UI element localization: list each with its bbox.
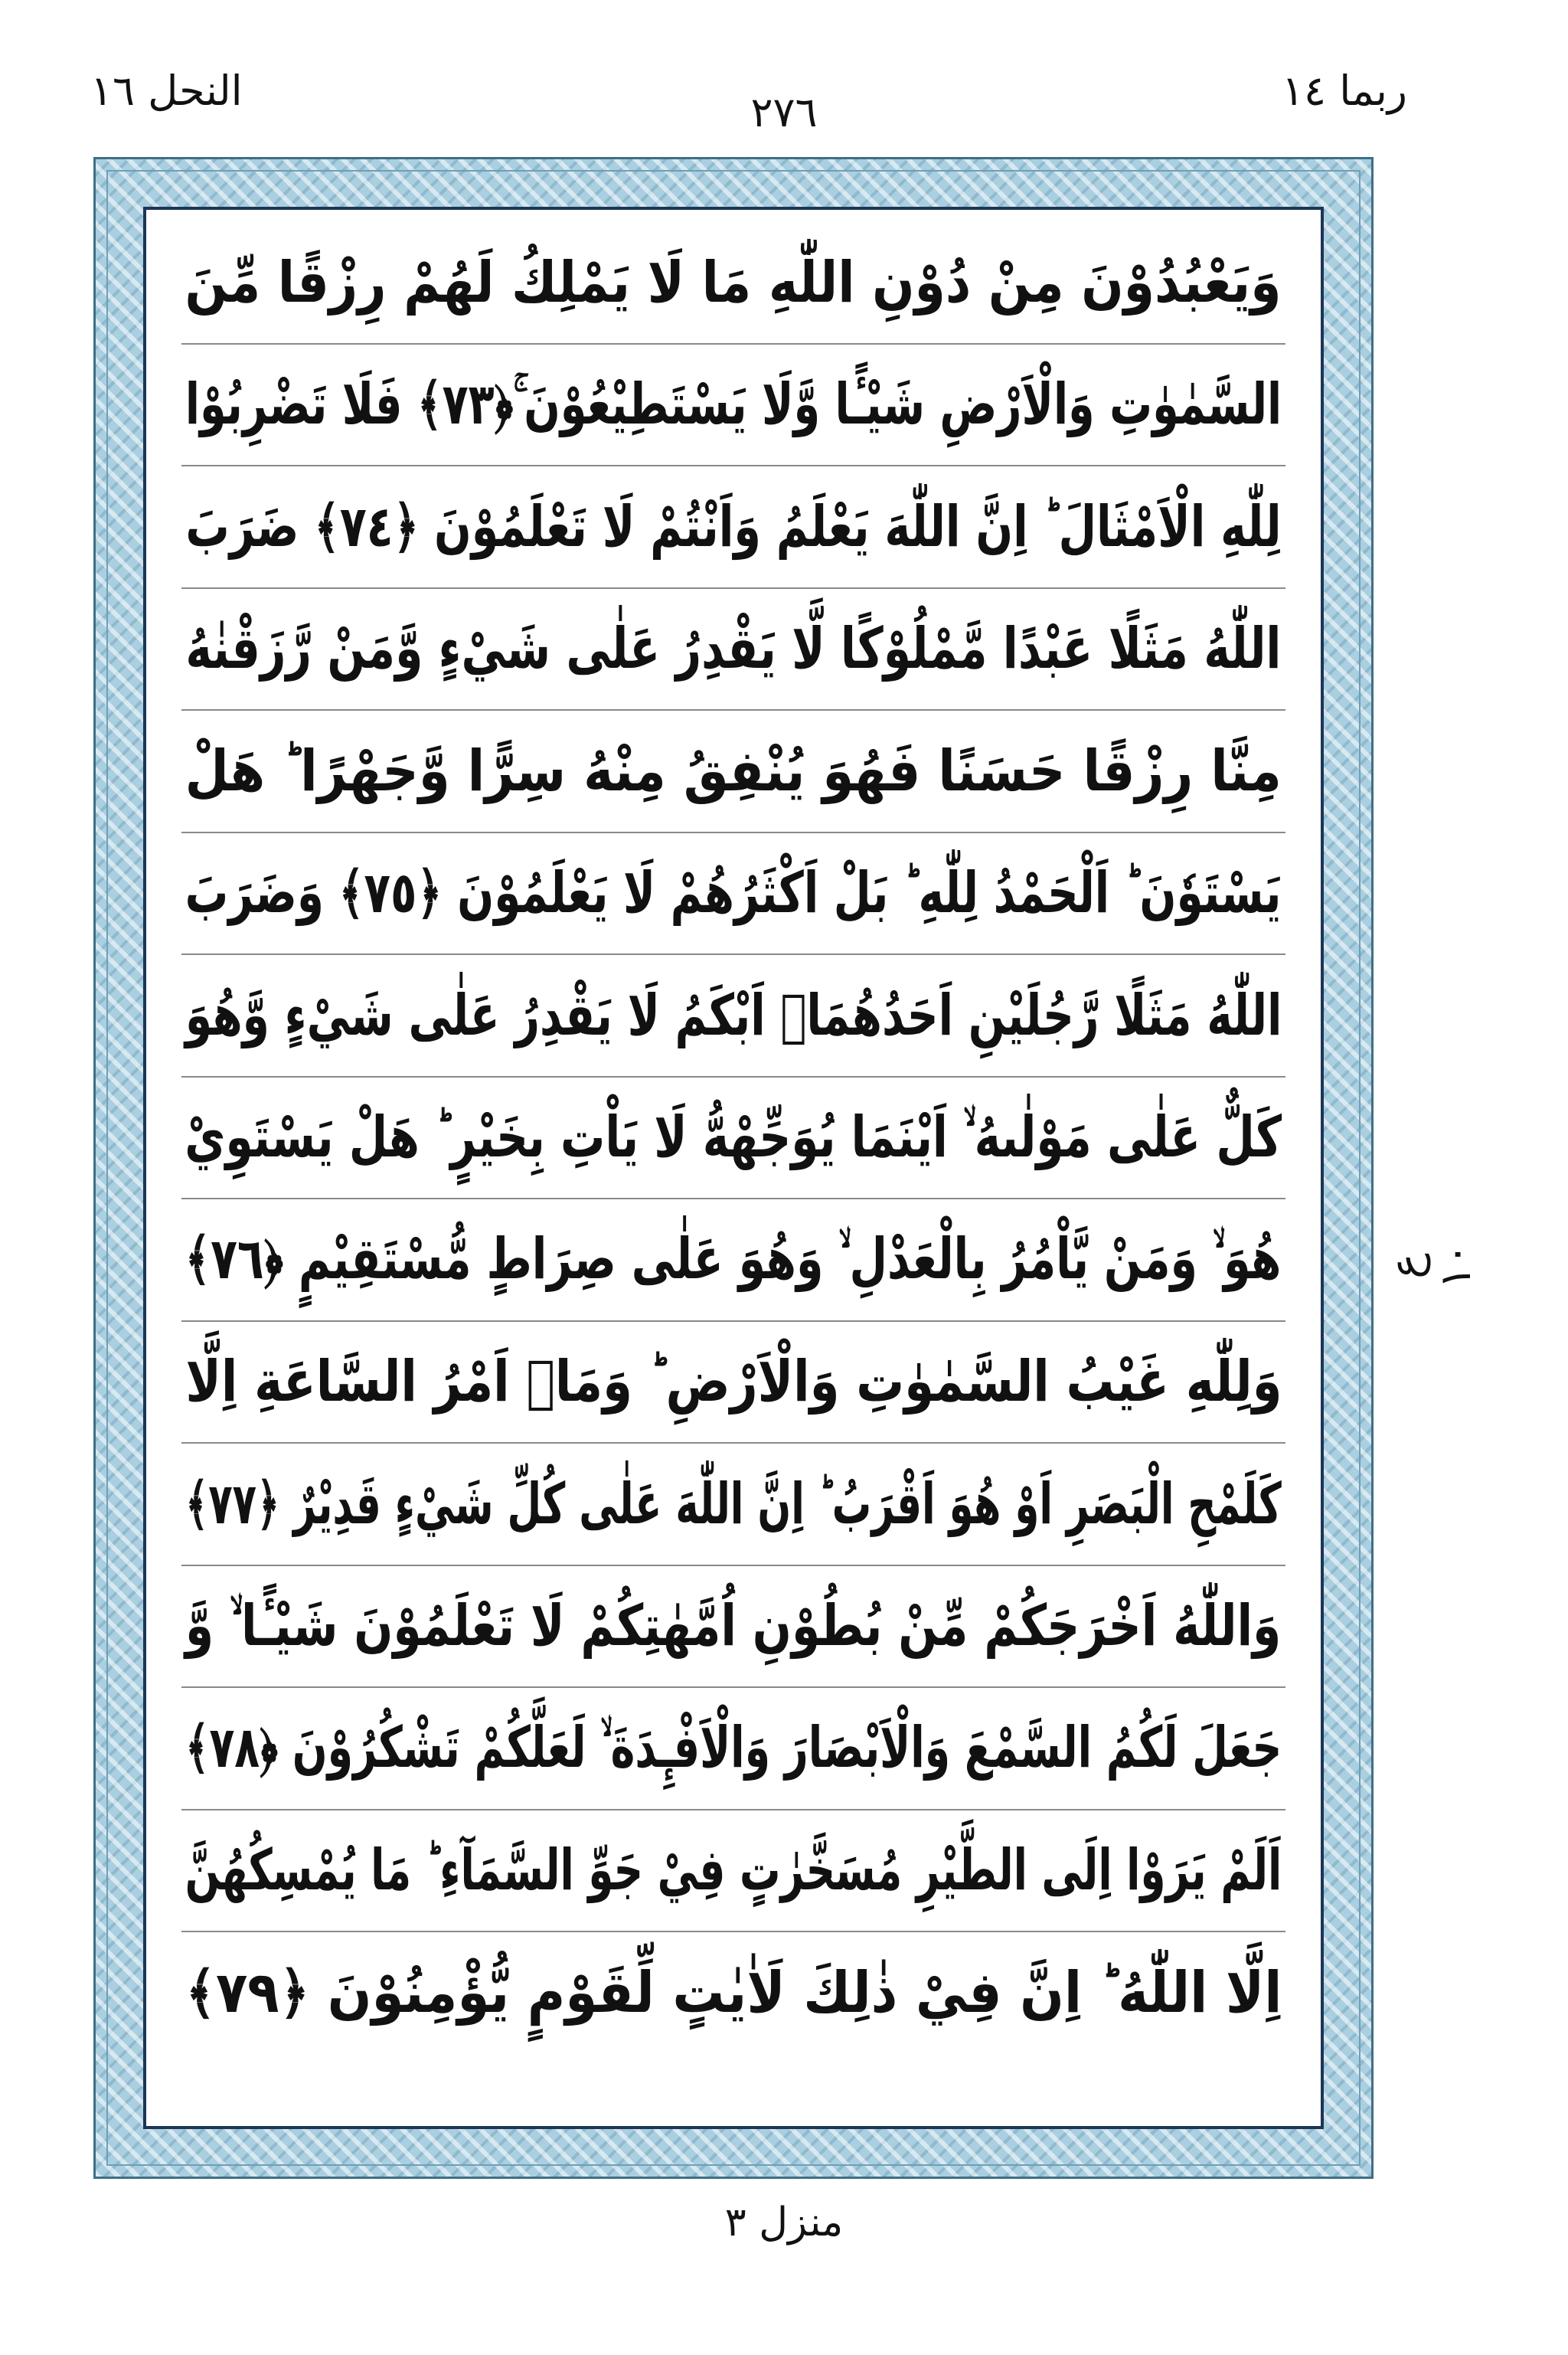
- text-line: [181, 589, 1285, 711]
- text-line: [181, 1078, 1285, 1200]
- text-line: [181, 1810, 1285, 1933]
- text-line: [181, 222, 1285, 345]
- text-line: [181, 345, 1285, 467]
- line-text: السَّمٰوٰتِ وَالْاَرْضِ شَيْـًٔا وَّلَا يَسْتَطِيْعُوْنَ ۚ﴿٧٣﴾ فَلَا تَضْرِبُوْا: [185, 371, 1282, 437]
- page-number: ٢٧٦: [750, 88, 818, 136]
- line-text: يَسْتَوٗنَ ؕ اَلْحَمْدُ لِلّٰهِ ؕ بَلْ اَكْثَرُهُمْ لَا يَعْلَمُوْنَ ﴿٧٥﴾ وَضَرَبَ: [185, 860, 1282, 927]
- text-line: [181, 1566, 1285, 1689]
- text-line: [181, 1444, 1285, 1566]
- surah-name: النحل ١٦: [90, 67, 243, 115]
- manzil-label: منزل ٣: [724, 2200, 844, 2245]
- line-text: جَعَلَ لَكُمُ السَّمْعَ وَالْاَبْصَارَ وَالْاَفْـِٕدَةَ ۙ لَعَلَّكُمْ تَشْكُرُوْنَ ﴿٧٨﴾: [185, 1715, 1282, 1781]
- line-text: كَلَمْحِ الْبَصَرِ اَوْ هُوَ اَقْرَبُ ؕ اِنَّ اللّٰهَ عَلٰى كُلِّ شَيْءٍ قَدِيْرٌ ﴿٧٧﴾: [185, 1470, 1282, 1537]
- text-line: [181, 1199, 1285, 1322]
- line-text: اَلَمْ يَرَوْا اِلَى الطَّيْرِ مُسَخَّرٰتٍ فِيْ جَوِّ السَّمَآءِ ؕ مَا يُمْسِكُهُنَّ: [185, 1837, 1282, 1904]
- line-text: اللّٰهُ مَثَلًا رَّجُلَيْنِ اَحَدُهُمَاۤ اَبْكَمُ لَا يَقْدِرُ عَلٰى شَيْءٍ وَّهُوَ: [185, 982, 1282, 1048]
- text-line: [181, 955, 1285, 1078]
- juz-name: ربما ١٤: [1282, 67, 1407, 115]
- text-line: [181, 466, 1285, 589]
- text-line: [181, 1322, 1285, 1444]
- line-text: وَاللّٰهُ اَخْرَجَكُمْ مِّنْ بُطُوْنِ اُمَّهٰتِكُمْ لَا تَعْلَمُوْنَ شَيْـًٔا ۙ وَّ: [185, 1592, 1282, 1659]
- line-text: مِنَّا رِزْقًا حَسَنًا فَهُوَ يُنْفِقُ مِنْهُ سِرًّا وَّجَهْرًا ؕ هَلْ: [185, 738, 1282, 804]
- line-text: اللّٰهُ مَثَلًا عَبْدًا مَّمْلُوْكًا لَّا يَقْدِرُ عَلٰى شَيْءٍ وَّمَنْ رَّزَقْنٰهُ: [185, 616, 1282, 682]
- line-text: كَلٌّ عَلٰى مَوْلٰىهُ ۙ اَيْنَمَا يُوَجِّهْهُّ لَا يَاْتِ بِخَيْرٍ ؕ هَلْ يَسْتَوِيْ: [185, 1104, 1282, 1170]
- text-line: [181, 833, 1285, 956]
- ornamental-border: [93, 157, 1374, 2179]
- text-line: [181, 711, 1285, 833]
- line-text: وَلِلّٰهِ غَيْبُ السَّمٰوٰتِ وَالْاَرْضِ ؕ وَمَاۤ اَمْرُ السَّاعَةِ اِلَّا: [185, 1349, 1282, 1415]
- ruku-marker: ع ١٠: [1381, 1242, 1481, 1290]
- text-panel: [143, 207, 1324, 2129]
- line-text: اِلَّا اللّٰهُ ؕ اِنَّ فِيْ ذٰلِكَ لَاٰيٰتٍ لِّقَوْمٍ يُّؤْمِنُوْنَ ﴿٧٩﴾: [185, 1959, 1282, 2026]
- line-text: وَيَعْبُدُوْنَ مِنْ دُوْنِ اللّٰهِ مَا لَا يَمْلِكُ لَهُمْ رِزْقًا مِّنَ: [185, 249, 1282, 316]
- line-text: لِلّٰهِ الْاَمْثَالَ ؕ اِنَّ اللّٰهَ يَعْلَمُ وَاَنْتُمْ لَا تَعْلَمُوْنَ ﴿٧٤﴾ ضَرَبَ: [185, 493, 1282, 560]
- text-line: [181, 1688, 1285, 1810]
- verse-lines: [146, 222, 1321, 2053]
- line-text: هُوَ ۙ وَمَنْ يَّاْمُرُ بِالْعَدْلِ ۙ وَهُوَ عَلٰى صِرَاطٍ مُّسْتَقِيْمٍ ﴿٧٦﴾: [185, 1226, 1282, 1293]
- text-line: [181, 1932, 1285, 2053]
